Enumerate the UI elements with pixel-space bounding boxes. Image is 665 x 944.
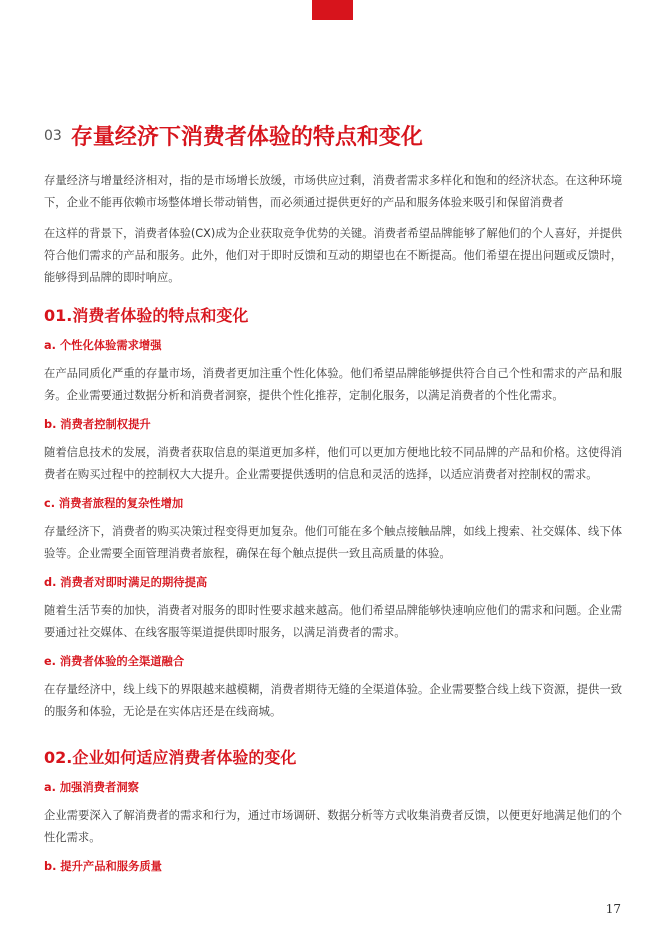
page-number: 17: [605, 902, 621, 916]
part1-heading: 01.消费者体验的特点和变化: [44, 306, 249, 325]
subheading-instant-gratification: d. 消费者对即时满足的期待提高: [44, 576, 208, 589]
section-number: 03: [44, 127, 62, 144]
paragraph-omnichannel: 在存量经济中，线上线下的界限越来越模糊，消费者期待无缝的全渠道体验。企业需要整合线上线下资源，提供一致的服务和体验，无论是在实体店还是在线商城。: [44, 683, 622, 718]
paragraph-consumer-insight: 企业需要深入了解消费者的需求和行为，通过市场调研、数据分析等方式收集消费者反馈，以便更好地满足他们的个性化需求。: [44, 809, 622, 844]
subheading-consumer-insight: a. 加强消费者洞察: [44, 781, 139, 794]
paragraph-instant-gratification: 随着生活节奏的加快，消费者对服务的即时性要求越来越高。他们希望品牌能够快速响应他们的需求和问题。企业需要通过社交媒体、在线客服等渠道提供即时服务，以满足消费者的需求。: [44, 604, 622, 639]
subheading-personalization: a. 个性化体验需求增强: [44, 339, 162, 352]
top-red-tab: [312, 0, 353, 20]
intro-paragraph-2: 在这样的背景下，消费者体验(CX)成为企业获取竞争优势的关键。消费者希望品牌能够了解他们的个人喜好，并提供符合他们需求的产品和服务。此外，他们对于即时反馈和互动的期望也在不断提高。他们希望在提出问题或反馈时，能够得到品牌的即时响应。: [44, 227, 622, 284]
subheading-consumer-control: b. 消费者控制权提升: [44, 418, 151, 431]
subheading-journey-complexity: c. 消费者旅程的复杂性增加: [44, 497, 184, 510]
section-header: [44, 120, 423, 151]
paragraph-journey-complexity: 存量经济下，消费者的购买决策过程变得更加复杂。他们可能在多个触点接触品牌，如线上搜索、社交媒体、线下体验等。企业需要全面管理消费者旅程，确保在每个触点提供一致且高质量的体验。: [44, 525, 622, 560]
paragraph-consumer-control: 随着信息技术的发展，消费者获取信息的渠道更加多样，他们可以更加方便地比较不同品牌的产品和价格。这使得消费者在购买过程中的控制权大大提升。企业需要提供透明的信息和灵活的选择，以适应消费者对控制权的需求。: [44, 446, 622, 481]
intro-paragraph-1: 存量经济与增量经济相对，指的是市场增长放缓，市场供应过剩，消费者需求多样化和饱和的经济状态。在这种环境下，企业不能再依赖市场整体增长带动销售，而必须通过提供更好的产品和服务体验来吸引和保留消费者: [44, 174, 622, 209]
section-title: 存量经济下消费者体验的特点和变化: [70, 125, 423, 150]
subheading-quality: b. 提升产品和服务质量: [44, 860, 162, 873]
document-body: [44, 170, 622, 884]
part2-heading: 02.企业如何适应消费者体验的变化: [44, 748, 297, 767]
subheading-omnichannel: e. 消费者体验的全渠道融合: [44, 655, 185, 668]
paragraph-personalization: 在产品同质化严重的存量市场，消费者更加注重个性化体验。他们希望品牌能够提供符合自己个性和需求的产品和服务。企业需要通过数据分析和消费者洞察，提供个性化推荐，定制化服务，以满足消费者的个性化需求。: [44, 367, 622, 402]
